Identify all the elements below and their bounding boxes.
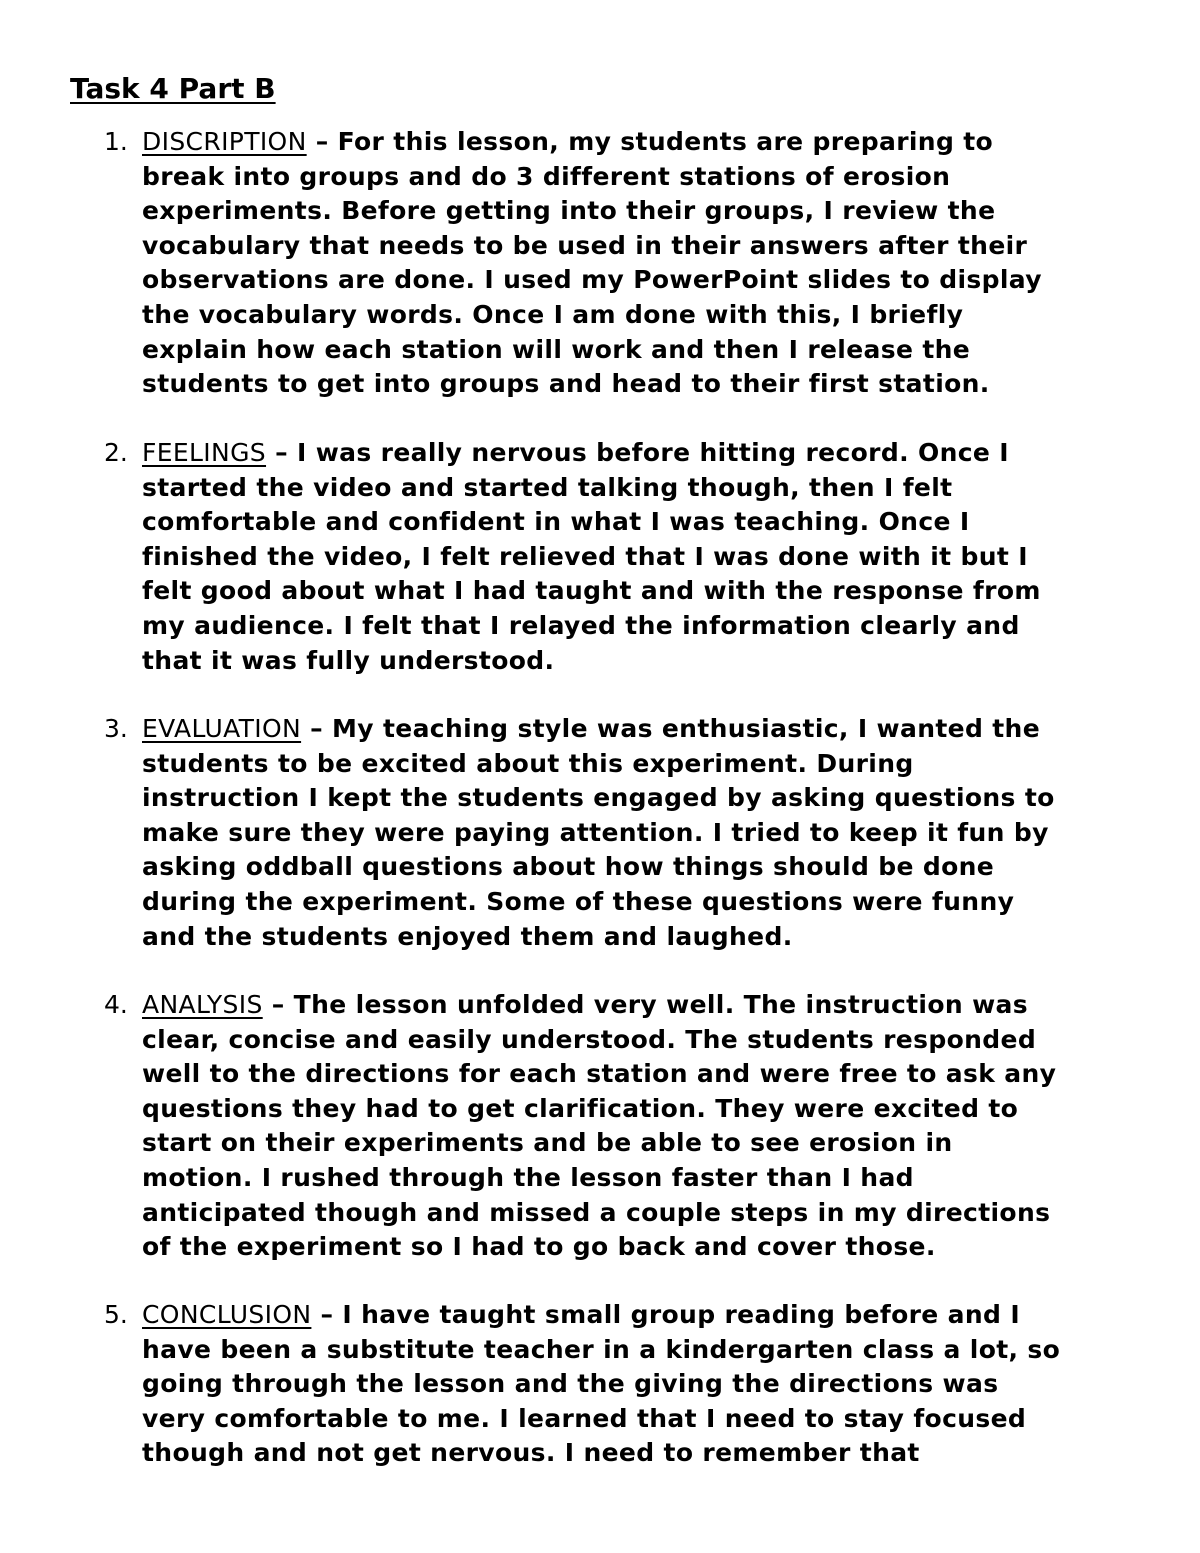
list-item-line: that it was fully understood. bbox=[142, 645, 555, 675]
list-item-line: explain how each station will work and then I release the bbox=[142, 334, 971, 364]
list-item-line: DISCRIPTION – For this lesson, my students are preparing to bbox=[142, 127, 994, 156]
list-item-line: start on their experiments and be able to see erosion in bbox=[142, 1128, 953, 1158]
list-item-line: the vocabulary words. Once I am done with this, I briefly bbox=[142, 299, 964, 329]
list-item-line: finished the video, I felt relieved that I was done with it but I bbox=[142, 541, 1028, 571]
list-item-line: vocabulary that needs to be used in their answers after their bbox=[142, 230, 1028, 260]
list-item-line: students to be excited about this experiment. During bbox=[142, 748, 914, 778]
list-item-line: students to get into groups and head to their first station. bbox=[142, 369, 990, 399]
list-item-line: ANALYSIS – The lesson unfolded very well. The instruction was bbox=[142, 990, 1028, 1019]
list-item-number: 5. bbox=[104, 1300, 128, 1329]
list-item-line: though and not get nervous. I need to remember that bbox=[142, 1438, 920, 1468]
list-item-number: 4. bbox=[104, 990, 128, 1019]
list-item-number: 1. bbox=[104, 127, 128, 156]
list-item-line: have been a substitute teacher in a kindergarten class a lot, so bbox=[142, 1334, 1061, 1364]
list-item-line: experiments. Before getting into their groups, I review the bbox=[142, 196, 996, 226]
section-heading-evaluation: EVALUATION bbox=[142, 714, 302, 743]
list-item-line: motion. I rushed through the lesson faster than I had bbox=[142, 1162, 914, 1192]
section-heading-feelings: FEELINGS bbox=[142, 438, 267, 467]
list-item-body bbox=[142, 436, 1182, 678]
section-heading-conclusion: CONCLUSION bbox=[142, 1300, 312, 1329]
list-item-body bbox=[142, 1298, 1182, 1471]
list-item-line: of the experiment so I had to go back and cover those. bbox=[142, 1232, 936, 1262]
list-item-line: questions they had to get clarification. They were excited to bbox=[142, 1093, 1019, 1123]
list-item-number: 3. bbox=[104, 714, 128, 743]
list-item-line: and the students enjoyed them and laughed. bbox=[142, 921, 793, 951]
list-item-line: CONCLUSION – I have taught small group reading before and I bbox=[142, 1300, 1020, 1329]
list-item-line: observations are done. I used my PowerPoint slides to display bbox=[142, 265, 1042, 295]
section-heading-description: DISCRIPTION bbox=[142, 127, 307, 156]
list-item-body bbox=[142, 125, 1182, 402]
list-item-line: felt good about what I had taught and with the response from bbox=[142, 576, 1041, 606]
list-item-line: my audience. I felt that I relayed the information clearly and bbox=[142, 610, 1020, 640]
list-item-line: going through the lesson and the giving the directions was bbox=[142, 1369, 999, 1399]
list-item-line: asking oddball questions about how things should be done bbox=[142, 852, 995, 882]
list-item-line: FEELINGS – I was really nervous before hitting record. Once I bbox=[142, 438, 1009, 467]
list-item-line: comfortable and confident in what I was teaching. Once I bbox=[142, 507, 970, 537]
list-item-line: break into groups and do 3 different stations of erosion bbox=[142, 161, 951, 191]
list-item-line: EVALUATION – My teaching style was enthusiastic, I wanted the bbox=[142, 714, 1040, 743]
list-item-line: anticipated though and missed a couple steps in my directions bbox=[142, 1197, 1051, 1227]
list-item-number: 2. bbox=[104, 438, 128, 467]
list-item-line: clear, concise and easily understood. The students responded bbox=[142, 1024, 1037, 1054]
list-item-line: well to the directions for each station and were free to ask any bbox=[142, 1059, 1057, 1089]
list-item-line: very comfortable to me. I learned that I need to stay focused bbox=[142, 1403, 1027, 1433]
page-title: Task 4 Part B bbox=[70, 72, 276, 105]
list-item-line: during the experiment. Some of these questions were funny bbox=[142, 886, 1015, 916]
list-item-body bbox=[142, 712, 1182, 954]
list-item-line: started the video and started talking though, then I felt bbox=[142, 472, 953, 502]
list-item-body bbox=[142, 988, 1182, 1265]
list-item-line: instruction I kept the students engaged by asking questions to bbox=[142, 783, 1055, 813]
section-heading-analysis: ANALYSIS bbox=[142, 990, 263, 1019]
list-item-line: make sure they were paying attention. I tried to keep it fun by bbox=[142, 817, 1049, 847]
